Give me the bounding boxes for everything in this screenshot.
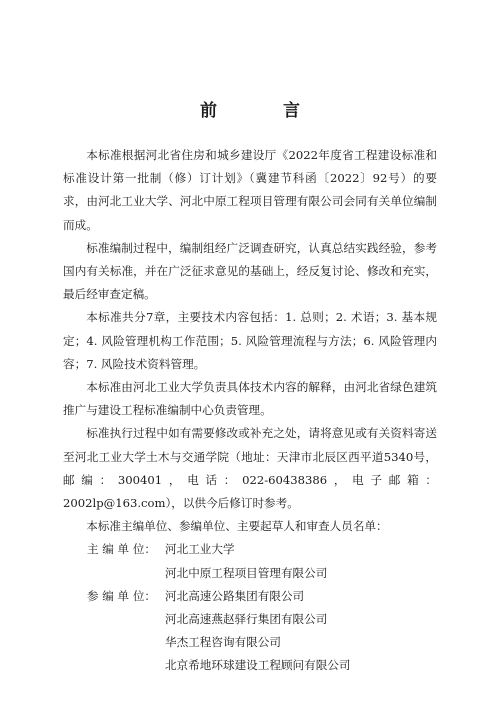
participant-list	[165, 585, 437, 678]
chief-editor-unit: 河北工业大学	[165, 542, 235, 557]
paragraph-list-intro: 本标准主编单位、参编单位、主要起草人和审查人员名单：	[86, 519, 388, 534]
participant-label: 参 编 单 位：	[87, 588, 157, 603]
participant-unit: 河北高速公路集团有限公司	[165, 588, 305, 603]
participant-units	[63, 585, 437, 678]
paragraph-process: 标准编制过程中，编制组经广泛调查研究，认真总结实践经验，参考国内有关标准，并在广泛征求意见的基础上，经反复讨论、修改和充实，最后经审查定稿。	[63, 240, 437, 302]
participant-unit: 河北高速燕赵驿行集团有限公司	[165, 612, 328, 627]
chief-editor-list	[165, 538, 437, 584]
participant-unit: 北京希地环球建设工程顾问有限公司	[165, 658, 351, 673]
foreword-body	[63, 144, 437, 678]
paragraph-feedback: 标准执行过程中如有需要修改或补充之处，请将意见或有关资料寄送至河北工业大学土木与交通学院（地址：天津市北辰区西平道5340号，邮编：300401，电话：022-60438386，电子邮箱：2002lp@163.com），以供今后修订时参考。	[63, 426, 437, 511]
paragraph-basis: 本标准根据河北省住房和城乡建设厅《2022年度省工程建设标准和标准设计第一批制（修）订计划》（冀建节科函〔2022〕92号）的要求，由河北工业大学、河北中原工程项目管理有限公司会同有关单位编制而成。	[63, 148, 437, 232]
paragraph-interpretation: 本标准由河北工业大学负责具体技术内容的解释，由河北省绿色建筑推广与建设工程标准编制中心负责管理。	[63, 380, 437, 418]
page-title: 前 言	[200, 101, 330, 121]
paragraph-contents: 本标准共分7章，主要技术内容包括：1. 总则；2. 术语；3. 基本规定；4. 风险管理机构工作范围；5. 风险管理流程与方法；6. 风险管理内容；7. 风险技术资料管理。	[63, 310, 437, 371]
participant-unit: 华杰工程咨询有限公司	[165, 635, 281, 650]
chief-editor-units	[63, 538, 437, 584]
chief-editor-unit: 河北中原工程项目管理有限公司	[165, 565, 328, 580]
chief-editor-label: 主 编 单 位：	[87, 542, 157, 557]
